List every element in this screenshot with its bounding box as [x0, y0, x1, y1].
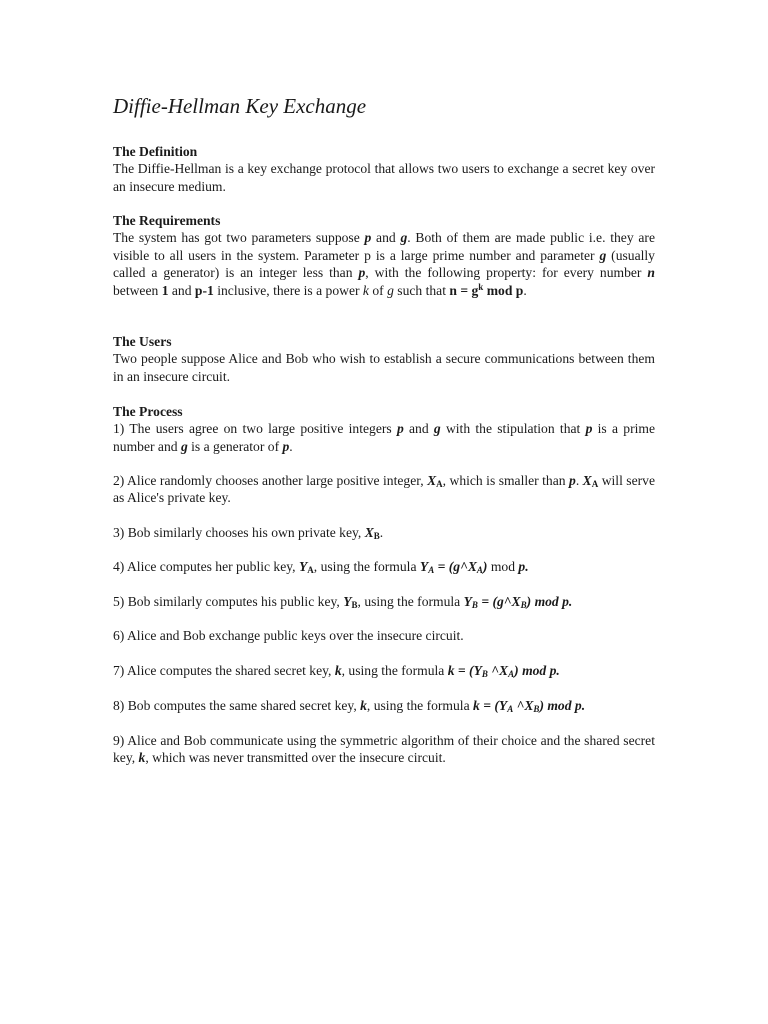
process-step-8: 8) Bob computes the same shared secret key, k, using the formula $k = (Y_A$ $\^{}X_B$) mod p. [113, 698, 586, 714]
process-step-5: 5) Bob similarly computes his public key, $Y_B$, using the formula $Y_B$ = $(g\^{}X_B)$ mod p. [113, 594, 573, 610]
process-step-3: 3) Bob similarly chooses his own private key, $X_B$. [113, 525, 384, 541]
document-title: Diffie-Hellman Key Exchange [113, 94, 367, 118]
users-heading: The Users [113, 334, 172, 349]
process-heading: The Process [113, 404, 183, 419]
requirement-equation: $n = g^k$ mod p [449, 281, 524, 298]
section-definition [113, 143, 655, 195]
process-step-4: 4) Alice computes her public key, $Y_A$, using the formula $Y_A$ = $(g\^{}X_A)$ mod p. [113, 559, 529, 575]
process-step-9: 9) Alice and Bob communicate using the symmetric algorithm of their choice and the shared secret key, k, which was never transmitted over the insecure circuit. [113, 733, 655, 766]
definition-text: The Diffie-Hellman is a key exchange protocol that allows two users to exchange a secret key over an insecure medium. [113, 161, 655, 194]
requirements-text: The system has got two parameters suppose p and g. Both of them are made public i.e. they are visible to all users in the system. Parameter p is a large prime number and parameter g (usually called a generator) is an integer less than p, with the following property: for every number n between 1 and p-1 inclusive, there is a power k of g such that $n = g^k$ mod p. [113, 230, 655, 298]
section-process [113, 403, 655, 455]
users-text: Two people suppose Alice and Bob who wish to establish a secure communications between them in an insecure circuit. [113, 351, 655, 384]
requirements-heading: The Requirements [113, 213, 221, 228]
process-step-1: 1) The users agree on two large positive integers p and g with the stipulation that p is a prime number and g is a generator of p. [113, 421, 655, 454]
section-requirements [113, 212, 655, 299]
process-step-2: 2) Alice randomly chooses another large positive integer, $X_A$, which is smaller than p. $X_A$ will serve as Alice's private key. [113, 473, 655, 506]
section-users [113, 333, 655, 385]
process-step-6: 6) Alice and Bob exchange public keys over the insecure circuit. [113, 628, 464, 643]
process-step-7: 7) Alice computes the shared secret key, k, using the formula $k = (Y_B$ $\^{}X_A$) mod p. [113, 663, 560, 679]
definition-heading: The Definition [113, 144, 198, 159]
